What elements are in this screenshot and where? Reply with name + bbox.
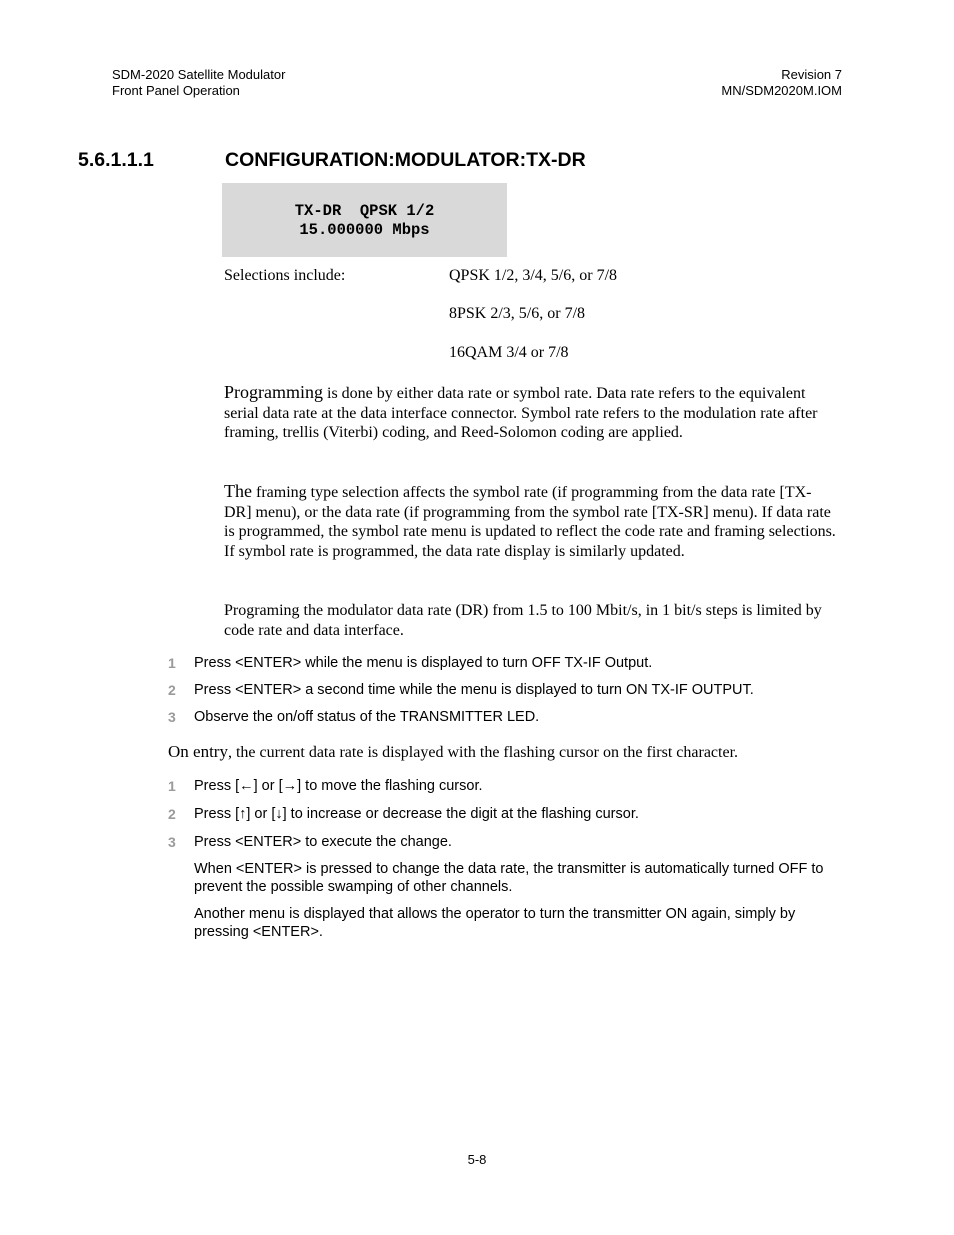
paragraph-lead: The xyxy=(224,481,252,501)
selection-item: 8PSK 2/3, 5/6, or 7/8 xyxy=(449,305,586,322)
step-text: Observe the on/off status of the TRANSMITTER LED. xyxy=(194,709,540,725)
paragraph-framing xyxy=(224,482,839,562)
selections-label: Selections include: xyxy=(224,267,346,284)
paragraph-programming xyxy=(224,383,839,443)
step-text: Press [←] or [→] to move the flashing cursor. xyxy=(194,778,483,794)
step-number: 1 xyxy=(168,655,176,671)
step-text: Press [↑] or [↓] to increase or decrease the digit at the flashing cursor. xyxy=(194,806,639,822)
step-text: Press <ENTER> a second time while the menu is displayed to turn ON TX-IF OUTPUT. xyxy=(194,682,754,698)
on-entry-text xyxy=(168,742,738,762)
step-number: 1 xyxy=(168,778,176,794)
paragraph-body: framing type selection affects the symbol rate (if programming from the data rate [TX-DR] menu), or the data rate (if programming from the symbol rate [TX-SR] menu). If data rate is programmed, the symbol rate menu is updated to reflect the code rate and framing selections. If symbol rate is programmed, the data rate display is similarly updated. xyxy=(224,484,836,561)
paragraph-body: is done by either data rate or symbol rate. Data rate refers to the equivalent serial data rate at the data interface connector. Symbol rate refers to the modulation rate after framing, trellis (Viterbi) coding, and Reed-Solomon coding are applied. xyxy=(224,385,818,442)
step-text: Press <ENTER> to execute the change. xyxy=(194,834,452,850)
chapter-title: Front Panel Operation xyxy=(112,83,240,98)
step-text: Press <ENTER> while the menu is displayed to turn OFF TX-IF Output. xyxy=(194,655,653,671)
document-number: MN/SDM2020M.IOM xyxy=(721,83,842,98)
note-transmitter-on: Another menu is displayed that allows the operator to turn the transmitter ON again, simply by pressing <ENTER>. xyxy=(194,906,796,940)
front-panel-display xyxy=(222,183,507,257)
paragraph-data-rate-range: Programing the modulator data rate (DR) from 1.5 to 100 Mbit/s, in 1 bit/s steps is limited by code rate and data interface. xyxy=(224,602,822,639)
step-number: 2 xyxy=(168,682,176,698)
page-header-right xyxy=(721,67,842,99)
section-title: CONFIGURATION:MODULATOR:TX-DR xyxy=(225,149,586,171)
selection-item: 16QAM 3/4 or 7/8 xyxy=(449,344,569,361)
document-title: SDM-2020 Satellite Modulator xyxy=(112,67,286,82)
page-header-left xyxy=(112,67,285,99)
page-number: 5-8 xyxy=(467,1152,487,1167)
selection-item: QPSK 1/2, 3/4, 5/6, or 7/8 xyxy=(449,267,618,284)
display-line-2: 15.000000 Mbps xyxy=(299,221,430,239)
paragraph-lead: Programming xyxy=(224,382,323,402)
step-number: 3 xyxy=(168,709,176,725)
step-number: 3 xyxy=(168,834,176,850)
entry-body: , the current data rate is displayed with the flashing cursor on the first character. xyxy=(227,744,739,761)
section-number: 5.6.1.1.1 xyxy=(78,149,154,171)
note-transmitter-off: When <ENTER> is pressed to change the data rate, the transmitter is automatically turned OFF to prevent the possible swamping of other channels. xyxy=(194,861,824,895)
step-number: 2 xyxy=(168,806,176,822)
display-line-1: TX-DR QPSK 1/2 xyxy=(294,202,435,220)
entry-lead: On entry xyxy=(168,742,228,761)
revision-label: Revision 7 xyxy=(781,67,842,82)
